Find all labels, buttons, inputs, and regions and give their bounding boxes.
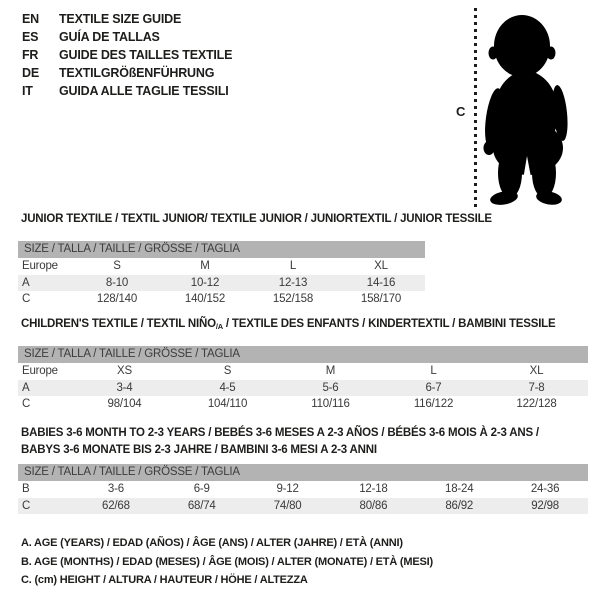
language-code: FR [22,48,39,62]
language-label: GUÍA DE TALLAS [59,30,160,44]
cell: 116/122 [413,398,454,411]
table-row [18,275,425,292]
children-table-title [21,318,555,331]
language-code: DE [22,66,39,80]
table-row [18,481,588,498]
cell: 74/80 [273,499,302,512]
cell: 18-24 [445,483,474,495]
cell: 140/152 [184,293,226,306]
junior-table-title: JUNIOR TEXTILE / TEXTIL JUNIOR/ TEXTILE JUNIOR / JUNIORTEXTIL / JUNIOR TESSILE [21,213,492,225]
table-row [18,291,425,308]
cell: 9-12 [276,483,299,495]
cell: 6-7 [425,381,442,394]
footnote-age-years: A. AGE (YEARS) / EDAD (AÑOS) / ÂGE (ANS) / ALTER (JAHRE) / ETÀ (ANNI) [21,537,403,549]
cell: 80/86 [359,499,388,512]
row-label: C [22,398,31,411]
row-label: A [22,276,30,289]
cell: 110/116 [311,398,350,411]
cell: 92/98 [531,499,559,512]
cell: 6-9 [193,483,210,495]
height-measure-label: C [456,104,466,119]
cell: 62/68 [102,499,130,512]
language-label: TEXTILE SIZE GUIDE [59,12,182,26]
size-header-bar: SIZE / TALLA / TAILLE / GRÖSSE / TAGLIA [18,464,588,481]
row-label: Europe [22,365,58,377]
height-dashed-line [474,8,477,210]
language-label: GUIDA ALLE TAGLIE TESSILI [59,84,229,98]
size-header-bar: SIZE / TALLA / TAILLE / GRÖSSE / TAGLIA [18,346,588,363]
language-label: TEXTILGRÖßENFÜHRUNG [59,66,215,80]
table-row [18,396,588,413]
table-row [18,363,588,380]
table-row [18,380,588,397]
row-label: C [22,499,31,512]
footnotes [21,534,433,590]
cell: 3-4 [116,381,133,394]
children-title-pre: CHILDREN'S TEXTILE / TEXTIL NIÑO [21,318,216,330]
language-code: ES [22,30,39,44]
cell: 12-18 [359,483,388,495]
cell: XS [117,365,132,377]
babies-table-title-line1: BABIES 3-6 MONTH TO 2-3 YEARS / BEBÉS 3-6 MESES A 2-3 AÑOS / BÉBÉS 3-6 MOIS À 2-3 ANS / [21,427,539,439]
cell: 86/92 [445,499,474,512]
cell: M [325,365,336,377]
cell: S [223,365,232,377]
cell: 152/158 [272,293,314,306]
row-label: A [22,381,30,394]
cell: 122/128 [516,398,557,411]
cell: 24-36 [530,483,560,495]
size-header-bar: SIZE / TALLA / TAILLE / GRÖSSE / TAGLIA [18,241,425,258]
babies-table-title-line2: BABYS 3-6 MONATE BIS 2-3 JAHRE / BAMBINI 3-6 MESI A 2-3 ANNI [21,444,377,456]
language-code: EN [22,12,39,26]
cell: 128/140 [96,293,138,306]
cell: XL [529,365,544,377]
table-row [18,258,425,275]
table-junior [18,241,425,308]
toddler-silhouette-icon [482,8,574,208]
children-title-sub: /A [215,322,223,331]
cell: 12-13 [278,276,308,289]
language-row [22,10,232,28]
cell: 5-6 [322,381,339,394]
language-row [22,64,232,82]
row-label: B [22,483,30,495]
language-title-list [22,10,232,100]
cell: 68/74 [187,499,216,512]
cell: 3-6 [107,483,124,495]
language-code: IT [22,84,33,98]
cell: S [113,260,121,272]
row-label: C [22,293,31,306]
cell: 98/104 [107,398,142,411]
cell: 104/110 [207,398,248,411]
cell: 8-10 [105,276,129,289]
cell: L [430,365,437,377]
cell: 158/170 [360,293,402,306]
table-babies [18,464,588,514]
children-title-post: / TEXTILE DES ENFANTS / KINDERTEXTIL / BAMBINI TESSILE [222,318,556,330]
cell: L [289,260,297,272]
cell: M [200,260,210,272]
footnote-age-months: B. AGE (MONTHS) / EDAD (MESES) / ÂGE (MOIS) / ALTER (MONATE) / ETÀ (MESI) [21,555,433,568]
table-row [18,498,588,515]
language-row [22,46,232,64]
footnote-height-cm: C. (cm) HEIGHT / ALTURA / HAUTEUR / HÖHE / ALTEZZA [21,574,308,586]
cell: 7-8 [528,381,545,394]
language-label: GUIDE DES TAILLES TEXTILE [59,48,233,62]
row-label: Europe [22,260,58,272]
cell: 14-16 [366,276,396,289]
language-row [22,82,232,100]
language-row [22,28,232,46]
cell: 4-5 [219,381,236,394]
cell: 10-12 [190,276,220,289]
cell: XL [374,260,388,272]
table-children [18,346,588,413]
